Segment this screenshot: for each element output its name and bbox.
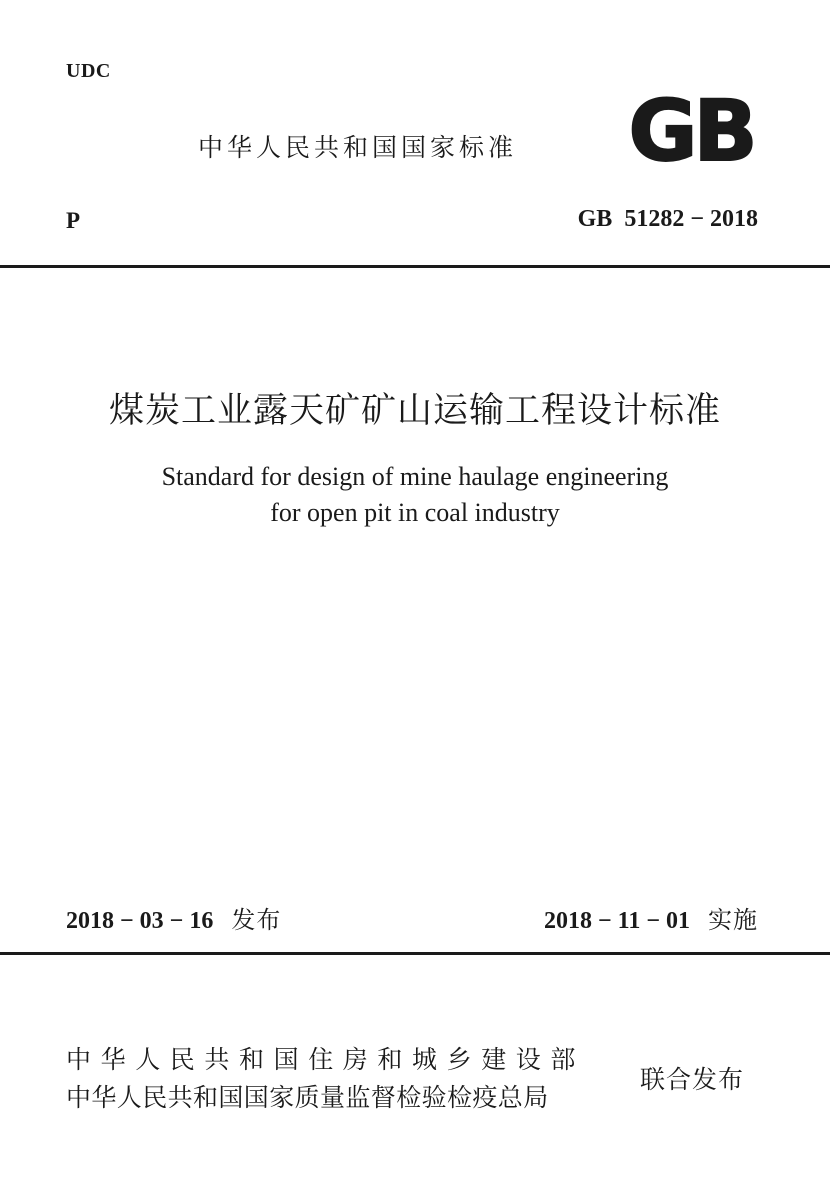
udc-label: UDC — [66, 60, 111, 82]
bottom-rule — [0, 952, 830, 955]
title-chinese: 煤炭工业露天矿矿山运输工程设计标准 — [108, 391, 721, 431]
top-rule — [0, 265, 830, 268]
issue-date: 2018 − 03 − 16 — [66, 908, 214, 934]
title-english-line1: Standard for design of mine haulage engineering — [161, 462, 669, 491]
title-english-line2: for open pit in coal industry — [270, 498, 560, 527]
classification-code: P — [66, 208, 81, 233]
issuer-line1: 中华人民共和国住房和城乡建设部 — [66, 1045, 586, 1074]
implement-date-block — [544, 900, 758, 935]
issue-label: 发布 — [231, 906, 282, 934]
implement-date: 2018 − 11 − 01 — [543, 908, 690, 934]
issue-date-block — [66, 900, 281, 935]
implement-label: 实施 — [708, 906, 758, 934]
gb-logo — [618, 88, 764, 172]
standard-number: GB 51282 − 2018 — [577, 206, 758, 232]
gb-logo-text: GB — [628, 88, 754, 172]
national-standard-heading: 中华人民共和国国家标准 — [198, 133, 518, 162]
issuer-line2: 中华人民共和国国家质量监督检验检疫总局 — [66, 1083, 549, 1112]
joint-issue-label: 联合发布 — [640, 1065, 745, 1094]
